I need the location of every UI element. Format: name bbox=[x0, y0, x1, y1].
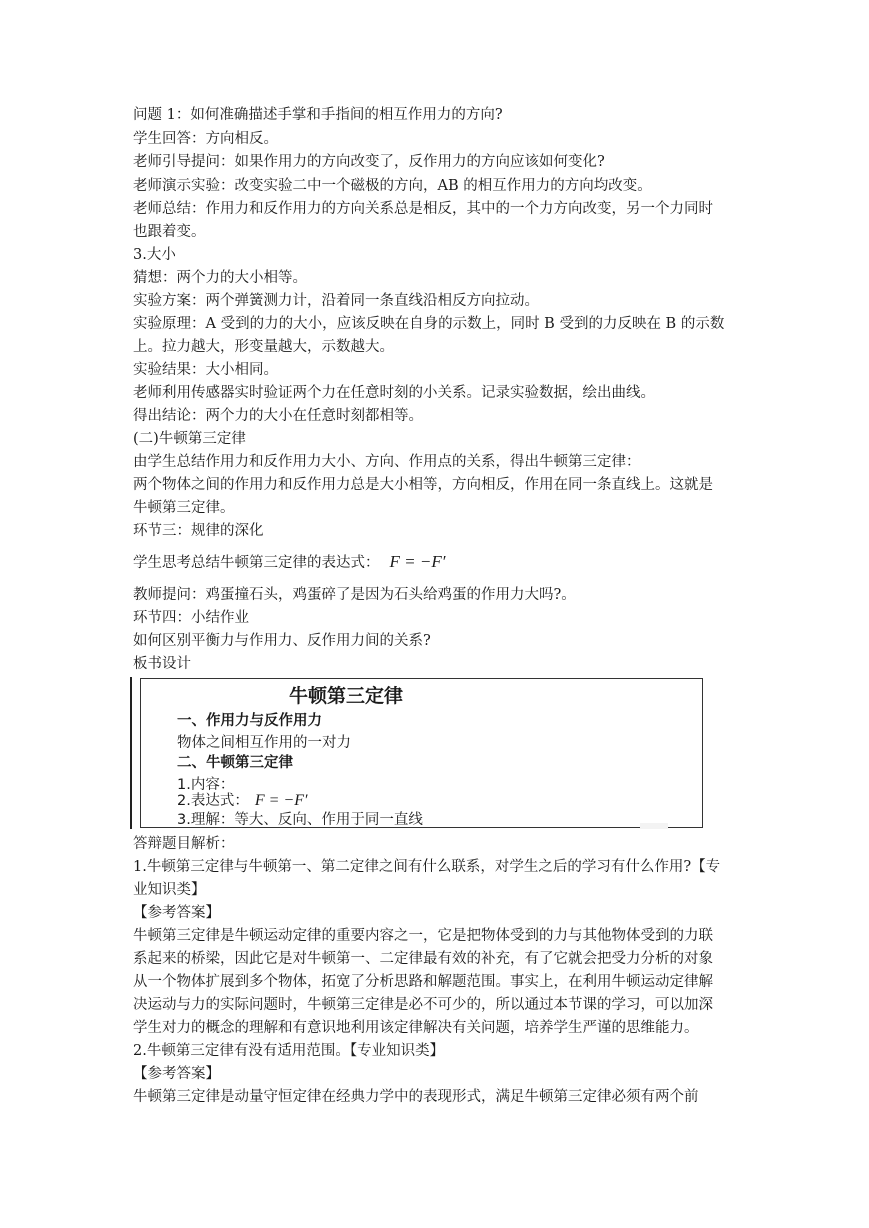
text-line: 决运动与力的实际问题时，牛顿第三定律是必不可少的，所以通过本节课的学习，可以加深 bbox=[133, 997, 713, 1013]
board-expression bbox=[177, 789, 307, 810]
text-line: 实验原理：A 受到的力的大小，应该反映在自身的示数上，同时 B 受到的力反映在 B 的示数 bbox=[133, 316, 725, 332]
text-line: 学生回答：方向相反。 bbox=[133, 131, 278, 147]
question-line: 业知识类】 bbox=[133, 882, 206, 898]
text-line: 实验结果：大小相同。 bbox=[133, 362, 278, 378]
text-line: 老师引导提问：如果作用力的方向改变了，反作用力的方向应该如何变化? bbox=[133, 154, 605, 170]
text-line: 实验方案：两个弹簧测力计，沿着同一条直线沿相反方向拉动。 bbox=[133, 293, 539, 309]
text-line: 牛顿第三定律。 bbox=[133, 500, 235, 516]
text-line: 得出结论：两个力的大小在任意时刻都相等。 bbox=[133, 408, 423, 424]
section-heading: 环节四：小结作业 bbox=[133, 610, 249, 626]
section-heading: (二)牛顿第三定律 bbox=[133, 431, 246, 447]
text-line: 老师演示实验：改变实验二中一个磁极的方向，AB 的相互作用力的方向均改变。 bbox=[133, 178, 652, 194]
answer-label: 【参考答案】 bbox=[133, 1066, 220, 1082]
text-line: 牛顿第三定律是动量守恒定律在经典力学中的表现形式，满足牛顿第三定律必须有两个前 bbox=[133, 1089, 699, 1105]
blackboard-design bbox=[140, 678, 703, 828]
board-item-1: 物体之间相互作用的一对力 bbox=[177, 735, 351, 751]
expression-text: 学生思考总结牛顿第三定律的表达式： bbox=[133, 555, 380, 571]
text-line: 也跟着变。 bbox=[133, 224, 206, 240]
expression-line bbox=[133, 551, 743, 574]
question-line: 2.牛顿第三定律有没有适用范围。【专业知识类】 bbox=[133, 1043, 445, 1059]
board-smudge bbox=[640, 823, 668, 829]
board-heading-2: 二、牛顿第三定律 bbox=[177, 755, 293, 771]
board-understanding: 3.理解：等大、反向、作用于同一直线 bbox=[177, 812, 423, 828]
answer-label: 【参考答案】 bbox=[133, 905, 220, 921]
section-heading: 板书设计 bbox=[133, 656, 191, 672]
text-line: 老师利用传感器实时验证两个力在任意时刻的小关系。记录实验数据，绘出曲线。 bbox=[133, 385, 655, 401]
text-line: 教师提问：鸡蛋撞石头，鸡蛋碎了是因为石头给鸡蛋的作用力大吗?。 bbox=[133, 587, 576, 603]
board-title: 牛顿第三定律 bbox=[289, 685, 404, 707]
text-line: 由学生总结作用力和反作用力大小、方向、作用点的关系，得出牛顿第三定律： bbox=[133, 454, 641, 470]
board-expression-label: 2.表达式： bbox=[177, 793, 249, 809]
board-left-bar bbox=[130, 677, 132, 829]
text-line: 如何区别平衡力与作用力、反作用力间的关系? bbox=[133, 633, 431, 649]
board-content-label: 1.内容： bbox=[177, 777, 235, 793]
section-heading: 3.大小 bbox=[133, 247, 176, 263]
text-line: 上。拉力越大，形变量越大，示数越大。 bbox=[133, 339, 394, 355]
text-line: 牛顿第三定律是牛顿运动定律的重要内容之一，它是把物体受到的力与其他物体受到的力联 bbox=[133, 928, 713, 944]
text-line: 从一个物体扩展到多个物体，拓宽了分析思路和解题范围。事实上，在利用牛顿运动定律解 bbox=[133, 974, 713, 990]
text-line: 问题 1：如何准确描述手掌和手指间的相互作用力的方向? bbox=[133, 107, 503, 123]
text-line: 答辩题目解析： bbox=[133, 836, 235, 852]
board-heading-1: 一、作用力与反作用力 bbox=[177, 713, 322, 729]
text-line: 系起来的桥梁，因此它是对牛顿第一、二定律最有效的补充，有了它就会把受力分析的对象 bbox=[133, 951, 713, 967]
board-expression-formula: F = −F′ bbox=[254, 792, 308, 809]
text-line: 学生对力的概念的理解和有意识地利用该定律解决有关问题，培养学生严谨的思维能力。 bbox=[133, 1020, 699, 1036]
section-heading: 环节三：规律的深化 bbox=[133, 523, 264, 539]
text-line: 猜想：两个力的大小相等。 bbox=[133, 270, 307, 286]
question-line: 1.牛顿第三定律与牛顿第一、第二定律之间有什么联系，对学生之后的学习有什么作用?【专 bbox=[133, 859, 721, 875]
text-line: 两个物体之间的作用力和反作用力总是大小相等，方向相反，作用在同一条直线上。这就是 bbox=[133, 477, 713, 493]
text-line: 老师总结：作用力和反作用力的方向关系总是相反，其中的一个力方向改变，另一个力同时 bbox=[133, 201, 713, 217]
expression-formula: F = −F′ bbox=[389, 552, 446, 571]
